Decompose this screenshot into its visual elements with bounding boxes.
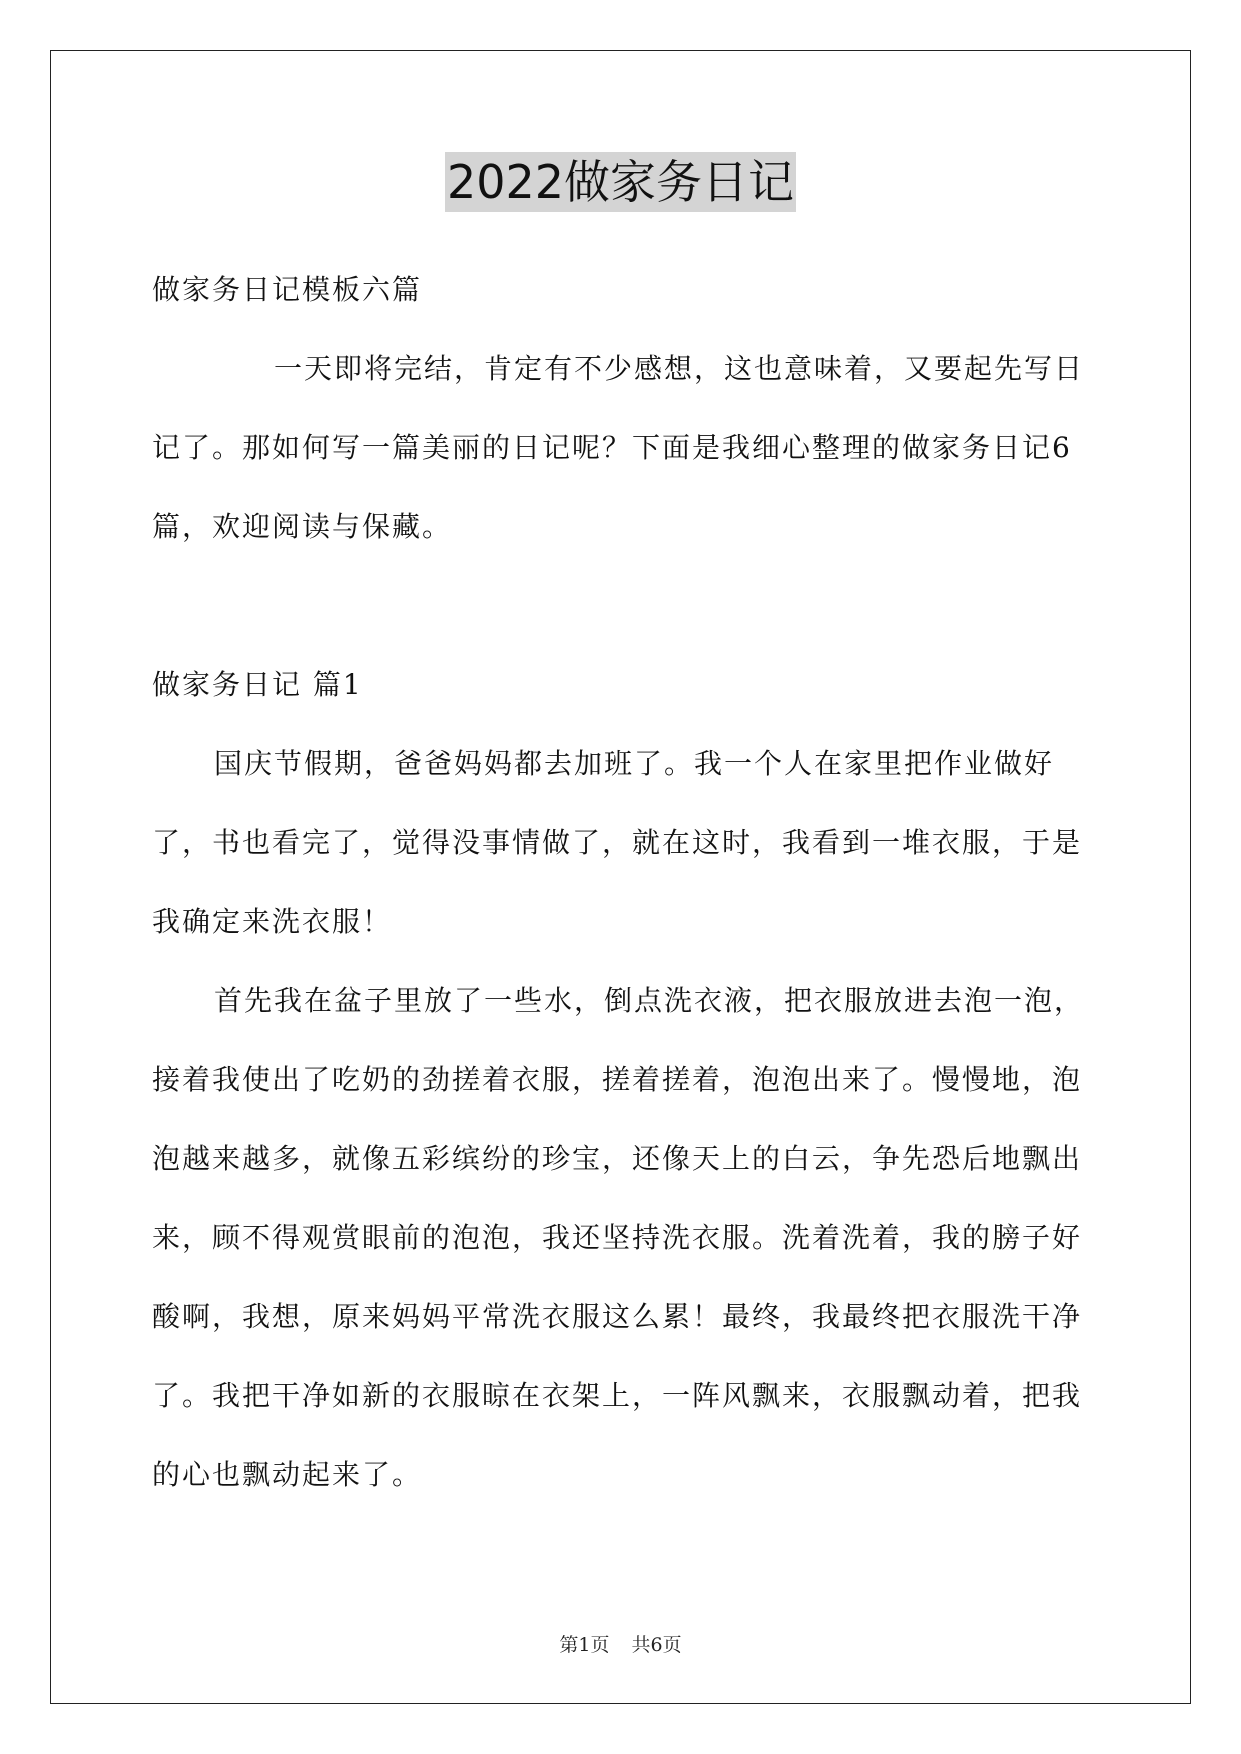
current-page-label: 第1页 [559,1634,610,1656]
total-pages-label: 共6页 [631,1634,682,1656]
body-paragraph-2: 首先我在盆子里放了一些水，倒点洗衣液，把衣服放进去泡一泡，接着我使出了吃奶的劲搓着衣服，搓着搓着，泡泡出来了。慢慢地，泡泡越来越多，就像五彩缤纷的珍宝，还像天上的白云，争先恐后地飘出来，顾不得观赏眼前的泡泡，我还坚持洗衣服。洗着洗着，我的膀子好酸啊，我想，原来妈妈平常洗衣服这么累！最终，我最终把衣服洗干净了。我把干净如新的衣服晾在衣架上，一阵风飘来，衣服飘动着，把我的心也飘动起来了。 [152,984,1085,1491]
body-paragraph-1: 国庆节假期，爸爸妈妈都去加班了。我一个人在家里把作业做好了，书也看完了，觉得没事情做了，就在这时，我看到一堆衣服，于是我确定来洗衣服！ [152,747,1083,938]
document-title: 2022做家务日记 [445,152,796,212]
document-body [152,250,1092,1514]
section-gap [152,566,1092,645]
page-footer [0,1630,1241,1657]
title-container [0,152,1241,212]
section-heading: 做家务日记 篇1 [152,668,363,701]
subtitle: 做家务日记模板六篇 [152,273,423,306]
intro-paragraph: 一天即将完结，肯定有不少感想，这也意味着，又要起先写日记了。那如何写一篇美丽的日记呢？下面是我细心整理的做家务日记6篇，欢迎阅读与保藏。 [152,352,1085,543]
